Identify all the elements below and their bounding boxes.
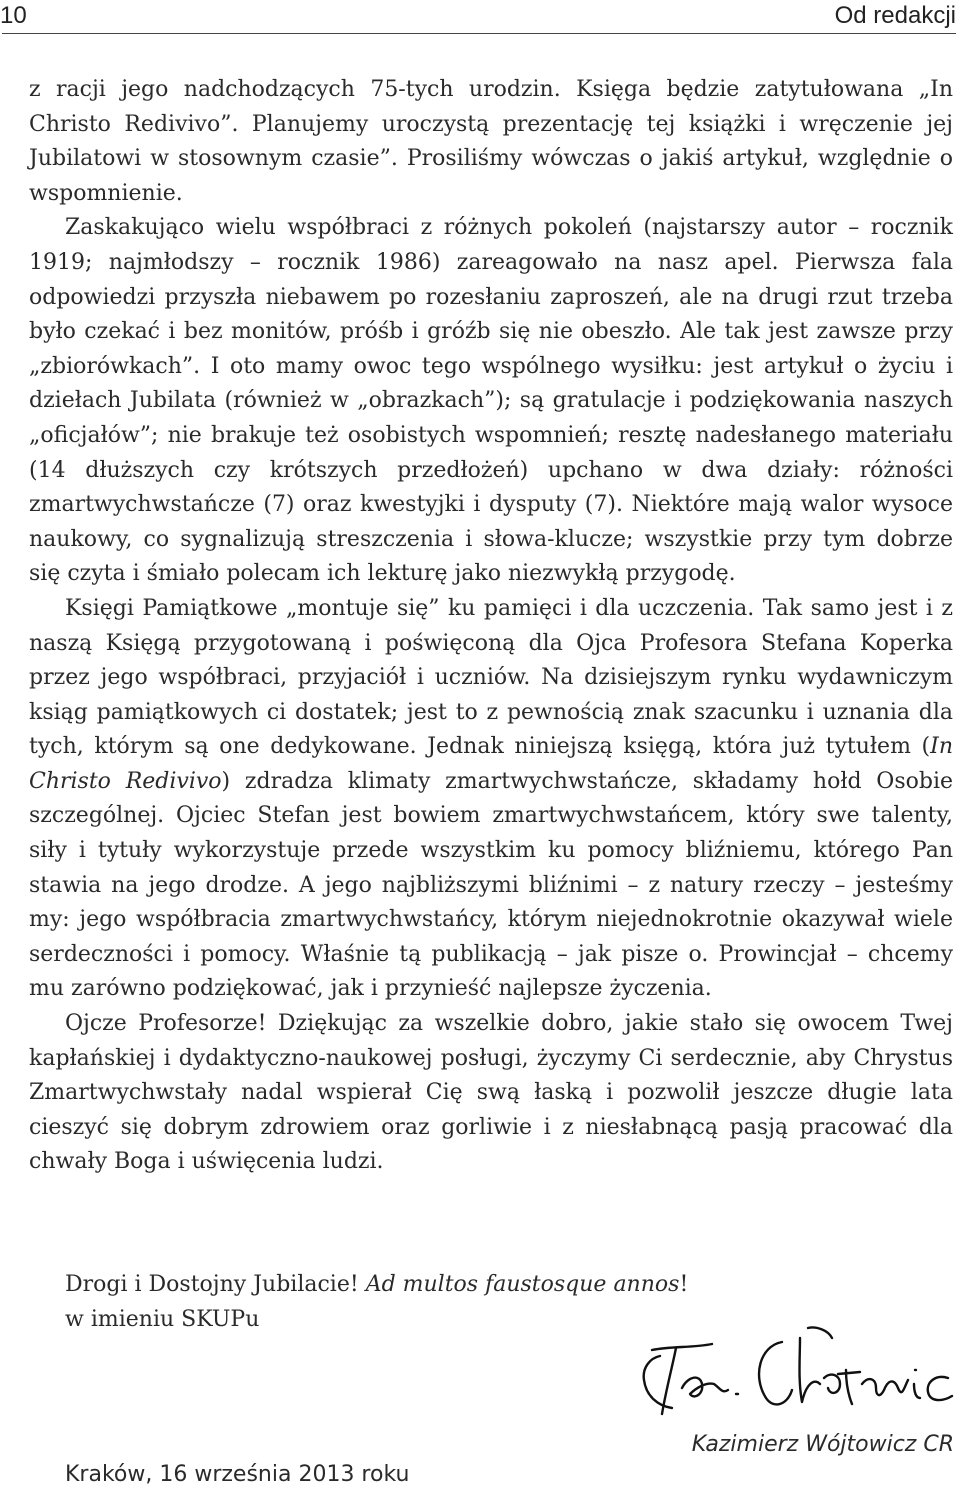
on-behalf-line: w imieniu SKUPu [65,1307,260,1332]
handwritten-signature [632,1318,960,1433]
running-head [0,0,960,36]
body-text [29,73,953,1180]
greeting-latin: Ad multos faustosque annos [365,1272,680,1297]
paragraph-3-part-b: ) zdradza klimaty zmartwychwstańcze, składamy hołd Osobie szczególnej. Ojciec Stefan jest bowiem zmartwychwstańcem, który swe talenty, siły i tytuły wykorzystuje przede wszystkim ku pomocy bliźniemu, którego Pan stawia na jego drodze. A jego najbliższymi bliźnimi – z natury rzeczy – jesteśmy my: jego współbracia zmartwychwstańcy, którym niejednokrotnie okazywał wiele serdeczności i pomocy. Właśnie tą publikacją – jak pisze o. Prowincjał – chcemy mu zarówno podziękować, jak i przynieść najlepsze życzenia. [29,768,954,1002]
greeting-text: Drogi i Dostojny Jubilacie! [65,1272,366,1297]
page-number: 10 [0,2,27,29]
signer-name: Kazimierz Wójtowicz CR [691,1432,954,1457]
place-date: Kraków, 16 września 2013 roku [65,1462,410,1487]
paragraph-1: z racji jego nadchodzących 75-tych urodzin. Księga będzie zatytułowana „In Christo Redivivo”. Planujemy uroczystą prezentację tej książki i wręczenie jej Jubilatowi w stosownym czasie”. Prosiliśmy wówczas o jakiś artykuł, względnie o wspomnienie. [29,77,953,206]
paragraph-3-part-a: Księgi Pamiątkowe „montuje się” ku pamięci i dla uczczenia. Tak samo jest i z naszą Księgą przygotowaną i poświęconą dla Ojca Profesora Stefana Koperka przez jego współbraci, przyjaciół i uczniów. Na dzisiejszym rynku wydawniczym ksiąg pamiątkowych ci dostatek; jest to z pewnością znak szacunku i uznania dla tych, którym są one dedykowane. Jednak niniejszą księgą, która już tytułem ( [29,595,953,760]
book-title-italic: In Christo Redivivo [29,734,953,794]
paragraph-2: Zaskakująco wielu współbraci z różnych pokoleń (najstarszy autor – rocznik 1919; najmłodszy – rocznik 1986) zareagowało na nasz apel. Pierwsza fala odpowiedzi przyszła niebawem po rozesłaniu zaproszeń, ale na drugi rzut trzeba było czekać i bez monitów, próśb i gróźb się nie obeszło. Ale tak jest zawsze przy „zbiorówkach”. I oto mamy owoc tego wspólnego wysiłku: jest artykuł o życiu i dziełach Jubilata (również w „obrazkach”); są gratulacje i podziękowania naszych „oficjałów”; nie brakuje też osobistych wspomnień; resztę nadesłanego materiału (14 dłuższych czy krótszych przedłożeń) upchano w dwa działy: różności zmartwychwstańcze (7) oraz kwestyjki i dysputy (7). Niektóre mają walor wysoce naukowy, co sygnalizują streszczenia i słowa-klucze; wszystkie przy tym dobrze się czyta i śmiało polecam ich lekturę jako niezwykłą przygodę. [29,215,953,587]
closing-greeting [65,1268,688,1302]
header-rule [2,33,956,34]
paragraph-3 [29,592,953,1007]
section-title: Od redakcji [834,2,956,29]
greeting-end: ! [679,1272,689,1297]
paragraph-4: Ojcze Profesorze! Dziękując za wszelkie dobro, jakie stało się owocem Twej kapłańskiej i dydaktyczno-naukowej posługi, życzymy Ci serdecznie, aby Chrystus Zmartwychwstały nadal wspierał Cię swą łaską i pozwolił jeszcze długie lata cieszyć się dobrym zdrowiem oraz gorliwie i z niesłabnącą pasją pracować dla chwały Boga i uświęcenia ludzi. [29,1011,953,1175]
